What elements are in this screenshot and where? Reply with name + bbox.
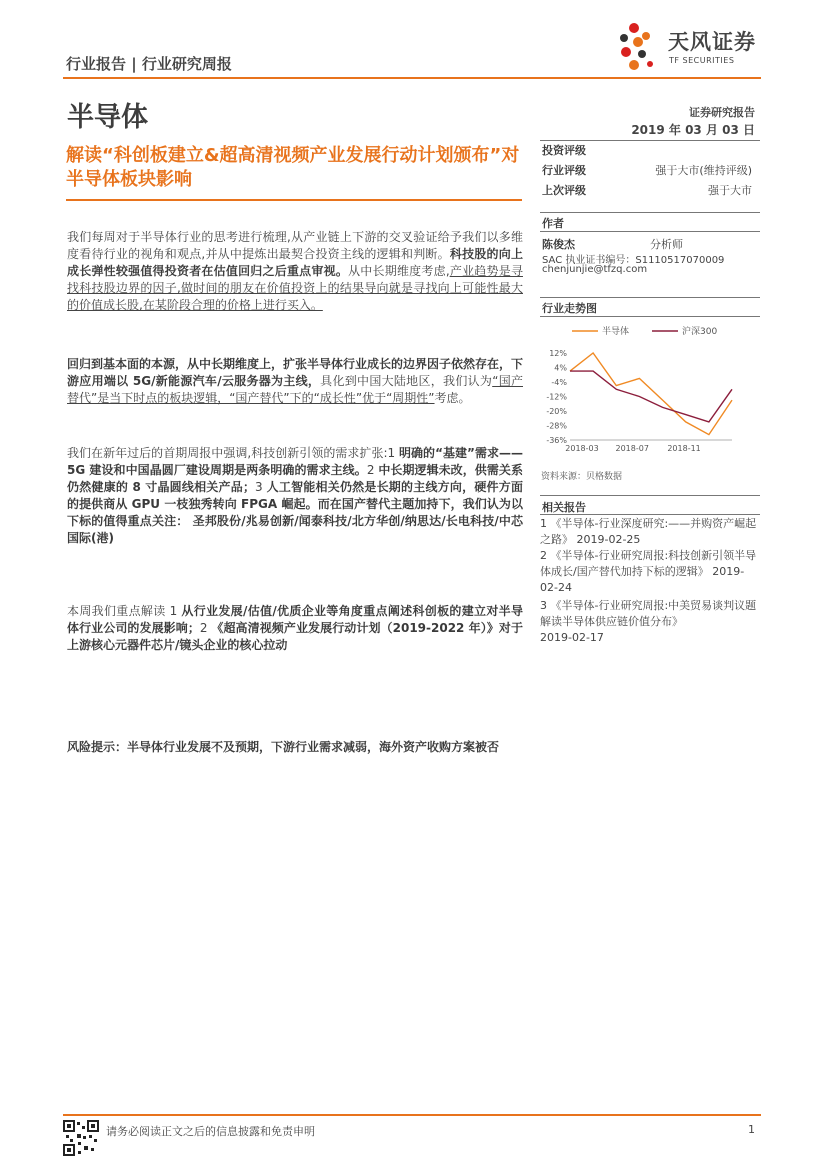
p2-underlined: “国产替代”是当下时点的板块逻辑，“国产替代”下的“成长性”优于“周期性” [67,374,523,405]
trend-rule [540,316,760,317]
p2-bold: 回归到基本面的本源，从中长期维度上，扩张半导体行业成长的边界因子依然存在，下游应用端以 5G/新能源汽车/云服务器为主线， [67,357,524,388]
risk-warning: 风险提示：半导体行业发展不及预期，下游行业需求减弱，海外资产收购方案被否 [67,740,500,754]
y-tick-label: -20% [546,407,567,416]
footer-disclaimer[interactable]: 请务必阅读正文之后的信息披露和免责申明 [106,1125,315,1138]
p1-highlight: 科技股的向上成长弹性较强值得投资者在估值回归之后重点审视。 [67,247,523,278]
y-tick-label: 4% [554,363,567,373]
p3-bold-1: 明确的“基建”需求——5G 建设和中国晶圆厂建设周期是两条明确的需求主线。 [67,446,523,477]
title-block [66,144,522,192]
p4-num-2: 2 [199,621,212,635]
author-email[interactable]: chenjunjie@tfzq.com [542,264,648,275]
series-line-hs300 [570,371,732,422]
related-report-3[interactable] [540,598,760,646]
logo-text-cn: 天风证券 [668,30,756,54]
p3-bold-3: 人工智能相关仍然是长期的主线方向，硬件方面的提供商从 GPU 一枝独秀转向 FPGA 崛起。而在国产替代主题加持下，我们认为以下标的值得重点关注： 圣邦股份/兆易创新/闻泰科技/北方华创/纳思达/长电科技/中芯国际(港) [67,480,523,545]
p1-lead: 从中长期维度考虑, [348,264,450,278]
rating-label-current: 行业评级 [542,164,586,177]
footer-divider [63,1114,761,1116]
report-type: 证券研究报告 [689,106,755,119]
related-report-2-title[interactable]: 2 《半导体-行业研究周报:科技创新引领半导体成长/国产替代加持下标的逻辑》 [540,549,757,578]
y-tick-label: -28% [546,421,567,431]
y-tick-label: 12% [549,349,567,358]
trend-source: 资料来源：贝格数据 [541,472,623,482]
p3-bold-2: 中长期逻辑未改，供需关系仍然健康的 8 寸晶圆线相关产品； [67,463,523,494]
trend-heading: 行业走势图 [542,302,597,315]
author-heading: 作者 [542,217,564,230]
p3-lead: 我们在新年过后的首期周报中强调,科技创新引领的需求扩张:1 [67,446,399,460]
related-report-1-title[interactable]: 1 《半导体-行业深度研究:——并购资产崛起之路》 [540,517,757,546]
logo-text-en: TF SECURITIES [669,56,735,65]
qr-code-icon [63,1120,99,1156]
legend-label-semiconductor: 半导体 [602,327,630,337]
report-date: 2019 年 03 月 03 日 [631,123,755,137]
author-license: SAC 执业证书编号：S1110517070009 [542,255,725,266]
body-paragraph-2 [67,356,523,407]
rating-value-current: 强于大市(维持评级) [655,164,752,177]
y-tick-label: -36% [546,436,567,445]
page-number: 1 [748,1123,755,1136]
sector-title: 半导体 [67,102,148,133]
related-report-1-date: 2019-02-25 [576,533,641,546]
author-name: 陈俊杰 [542,238,575,251]
y-tick-label: -12% [546,392,567,402]
p4-lead: 本周我们重点解读 1 [67,604,182,618]
related-heading: 相关报告 [542,501,586,514]
title-divider [66,199,522,201]
p1-underlined: 产业趋势是寻找科技股边界的因子,做时间的朋友在价值投资上的结果导向就是寻找向上可能性最大的价值成长股,在某阶段合理的价格上进行买入。 [67,264,523,312]
related-rule [540,514,760,515]
header-divider [63,77,761,79]
trend-chart [540,320,760,460]
report-title: 解读“科创板建立&超高清视频产业发展行动计划颁布”对半导体板块影响 [66,145,520,190]
rating-top-rule [540,140,760,141]
logo-mark-icon [610,20,670,76]
report-category: 行业报告 | 行业研究周报 [66,55,232,73]
p4-bold-1: 从行业发展/估值/优质企业等角度重点阐述科创板的建立对半导体行业公司的发展影响； [67,604,523,635]
rating-label-previous: 上次评级 [542,184,586,197]
trend-top-rule [540,297,760,298]
rating-value-previous: 强于大市 [708,184,752,197]
p3-num-3: 3 [254,480,267,494]
p3-num-2: 2 [366,463,379,477]
p2-lead: 具化到中国大陆地区，我们认为 [320,374,493,388]
related-top-rule [540,495,760,496]
x-tick-label: 2018-11 [667,444,701,453]
x-tick-label: 2018-07 [615,444,649,453]
p2-tail: 考虑。 [434,391,471,405]
author-role: 分析师 [650,238,683,251]
body-paragraph-4 [67,603,523,654]
author-rule [540,231,760,232]
y-tick-label: -4% [551,378,567,387]
related-report-2-date: 2019-02-24 [540,565,745,594]
body-paragraph-1 [67,229,523,314]
body-paragraph-3 [67,445,523,547]
legend-label-hs300: 沪深300 [682,327,718,337]
author-top-rule [540,212,760,213]
p4-bold-2: 《超高清视频产业发展行动计划（2019-2022 年）》对于上游核心元器件芯片/镜头企业的核心拉动 [67,621,523,652]
related-report-3-date: 2019-02-17 [540,631,604,644]
series-line-semiconductor [570,353,732,435]
related-report-3-title[interactable]: 3 《半导体-行业研究周报:中美贸易谈判议题解读半导体供应链价值分布》 [540,599,757,628]
related-report-2[interactable] [540,548,760,596]
x-tick-label: 2018-03 [565,444,599,453]
rating-heading: 投资评级 [542,144,586,157]
p1-intro: 我们每周对于半导体行业的思考进行梳理,从产业链上下游的交叉验证给予我们以多维度看待行业的视角和观点,并从中提炼出最契合投资主线的逻辑和判断。 [67,230,523,261]
related-report-1[interactable] [540,516,760,548]
